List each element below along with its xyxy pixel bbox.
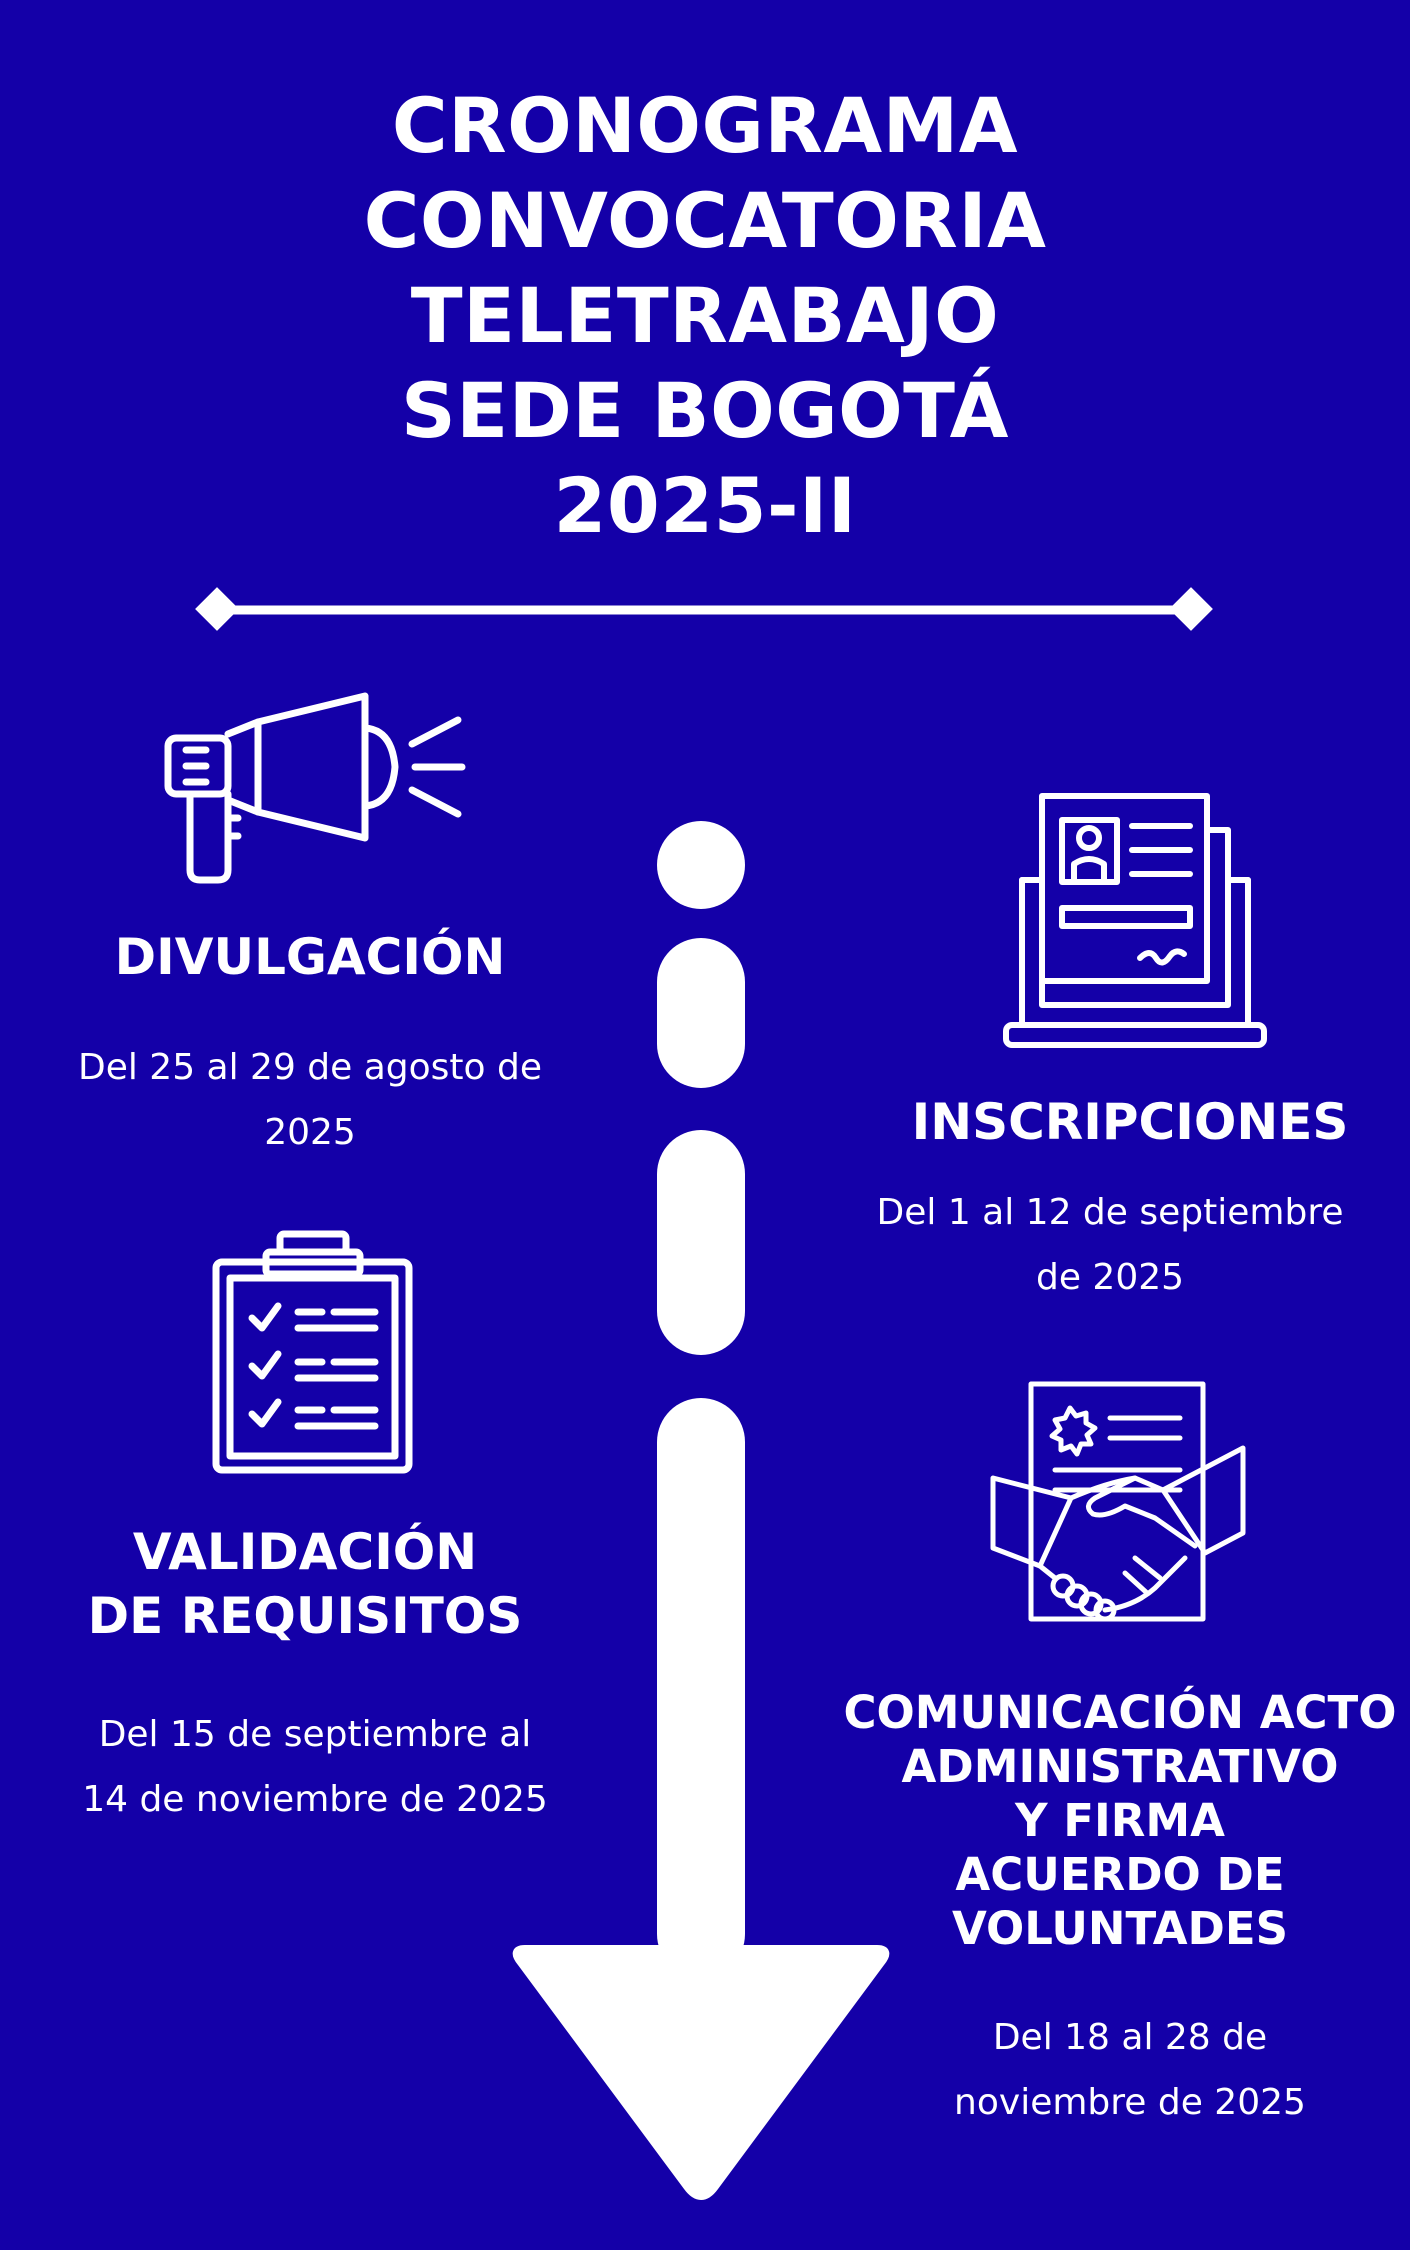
title-line-3: TELETRABAJO [410, 271, 1000, 360]
title-line-1: CRONOGRAMA [391, 81, 1019, 170]
handshake-contract-icon [985, 1378, 1250, 1640]
step-title-divulgacion: DIVULGACIÓN [114, 928, 506, 986]
divider-line [196, 588, 1212, 630]
timeline-arrow [518, 821, 885, 2195]
step-title-validacion: VALIDACIÓN DE REQUISITOS [87, 1523, 523, 1645]
title-line-2: CONVOCATORIA [363, 176, 1047, 265]
laptop-resume-icon [1000, 790, 1270, 1055]
step-title-comunicacion: COMUNICACIÓN ACTO ADMINISTRATIVO Y FIRMA ACUERDO DE VOLUNTADES [843, 1686, 1397, 1955]
step-date-divulgacion: Del 25 al 29 de agosto de 2025 [77, 1047, 543, 1153]
title-line-4: SEDE BOGOTÁ [401, 366, 1009, 455]
step-date-inscripciones: Del 1 al 12 de septiembre de 2025 [876, 1192, 1344, 1298]
title-line-5: 2025-II [553, 461, 857, 550]
step-date-comunicacion: Del 18 al 28 de noviembre de 2025 [954, 2017, 1306, 2123]
step-date-validacion: Del 15 de septiembre al 14 de noviembre de 2025 [82, 1714, 548, 1820]
step-title-inscripciones: INSCRIPCIONES [911, 1093, 1349, 1151]
megaphone-icon [160, 690, 470, 890]
clipboard-checklist-icon [210, 1228, 415, 1476]
